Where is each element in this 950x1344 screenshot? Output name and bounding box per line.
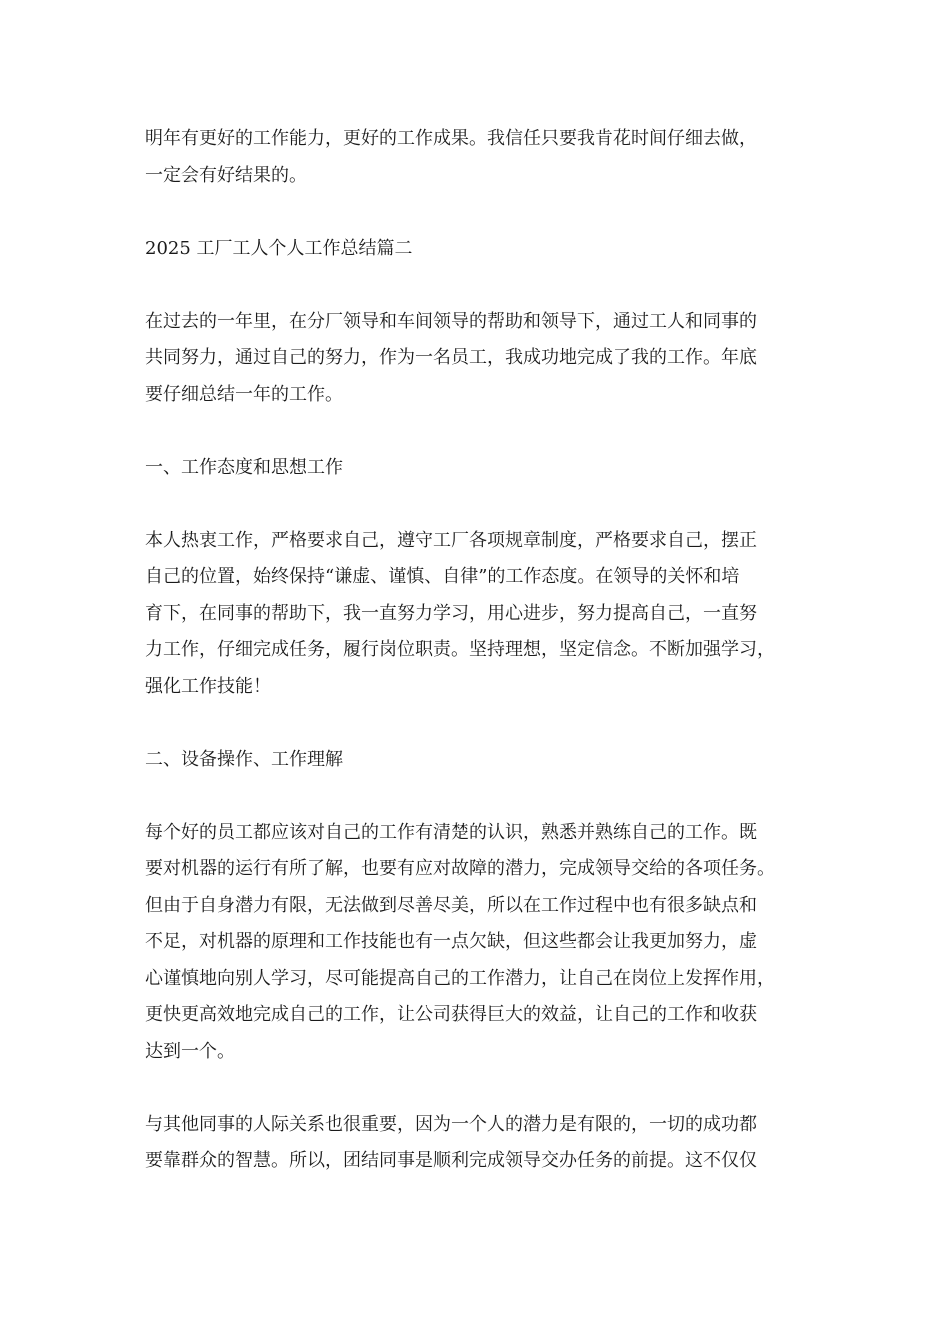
text-line: 共同努力，通过自己的努力，作为一名员工，我成功地完成了我的工作。年底 <box>145 347 757 368</box>
text-line: 与其他同事的人际关系也很重要，因为一个人的潜力是有限的，一切的成功都 <box>145 1113 757 1135</box>
heading-equipment <box>145 742 810 779</box>
paragraph-equipment <box>145 815 810 1071</box>
text-line: 要仔细总结一年的工作。 <box>145 383 343 405</box>
text-line: 达到一个。 <box>145 1040 235 1062</box>
text-line: 力工作，仔细完成任务，履行岗位职责。坚持理想，坚定信念。不断加强学习， <box>145 639 775 660</box>
text-line: 要对机器的运行有所了解，也要有应对故障的潜力，完成领导交给的各项任务。 <box>145 858 775 879</box>
text-line: 在过去的一年里，在分厂领导和车间领导的帮助和领导下，通过工人和同事的 <box>145 310 757 332</box>
heading-line: 一、工作态度和思想工作 <box>145 456 343 478</box>
text-line: 要靠群众的智慧。所以，团结同事是顺利完成领导交办任务的前提。这不仅仅 <box>145 1150 757 1171</box>
paragraph-intro <box>145 304 810 414</box>
paragraph-closing-previous <box>145 121 810 194</box>
heading-attitude <box>145 450 810 487</box>
text-line: 自己的位置，始终保持“谦虚、谨慎、自律”的工作态度。在领导的关怀和培 <box>145 566 740 587</box>
text-line: 不足，对机器的原理和工作技能也有一点欠缺，但这些都会让我更加努力，虚 <box>145 931 757 952</box>
paragraph-attitude <box>145 523 810 706</box>
text-line: 明年有更好的工作能力，更好的工作成果。我信任只要我肯花时间仔细去做， <box>145 128 757 149</box>
document-body <box>145 121 810 1216</box>
title-line: 2025 工厂工人个人工作总结篇二 <box>145 237 413 259</box>
text-line: 但由于自身潜力有限，无法做到尽善尽美，所以在工作过程中也有很多缺点和 <box>145 894 757 916</box>
text-line: 一定会有好结果的。 <box>145 164 307 186</box>
text-line: 育下，在同事的帮助下，我一直努力学习，用心进步，努力提高自己，一直努 <box>145 602 757 624</box>
text-line: 更快更高效地完成自己的工作，让公司获得巨大的效益，让自己的工作和收获 <box>145 1004 757 1025</box>
text-line: 心谨慎地向别人学习，尽可能提高自己的工作潜力，让自己在岗位上发挥作用， <box>145 967 775 989</box>
text-line: 本人热衷工作，严格要求自己，遵守工厂各项规章制度，严格要求自己，摆正 <box>145 529 757 551</box>
section-title <box>145 231 810 268</box>
text-line: 强化工作技能！ <box>145 675 271 697</box>
heading-line: 二、设备操作、工作理解 <box>145 748 343 770</box>
paragraph-relationships <box>145 1107 810 1180</box>
text-line: 每个好的员工都应该对自己的工作有清楚的认识，熟悉并熟练自己的工作。既 <box>145 821 757 843</box>
